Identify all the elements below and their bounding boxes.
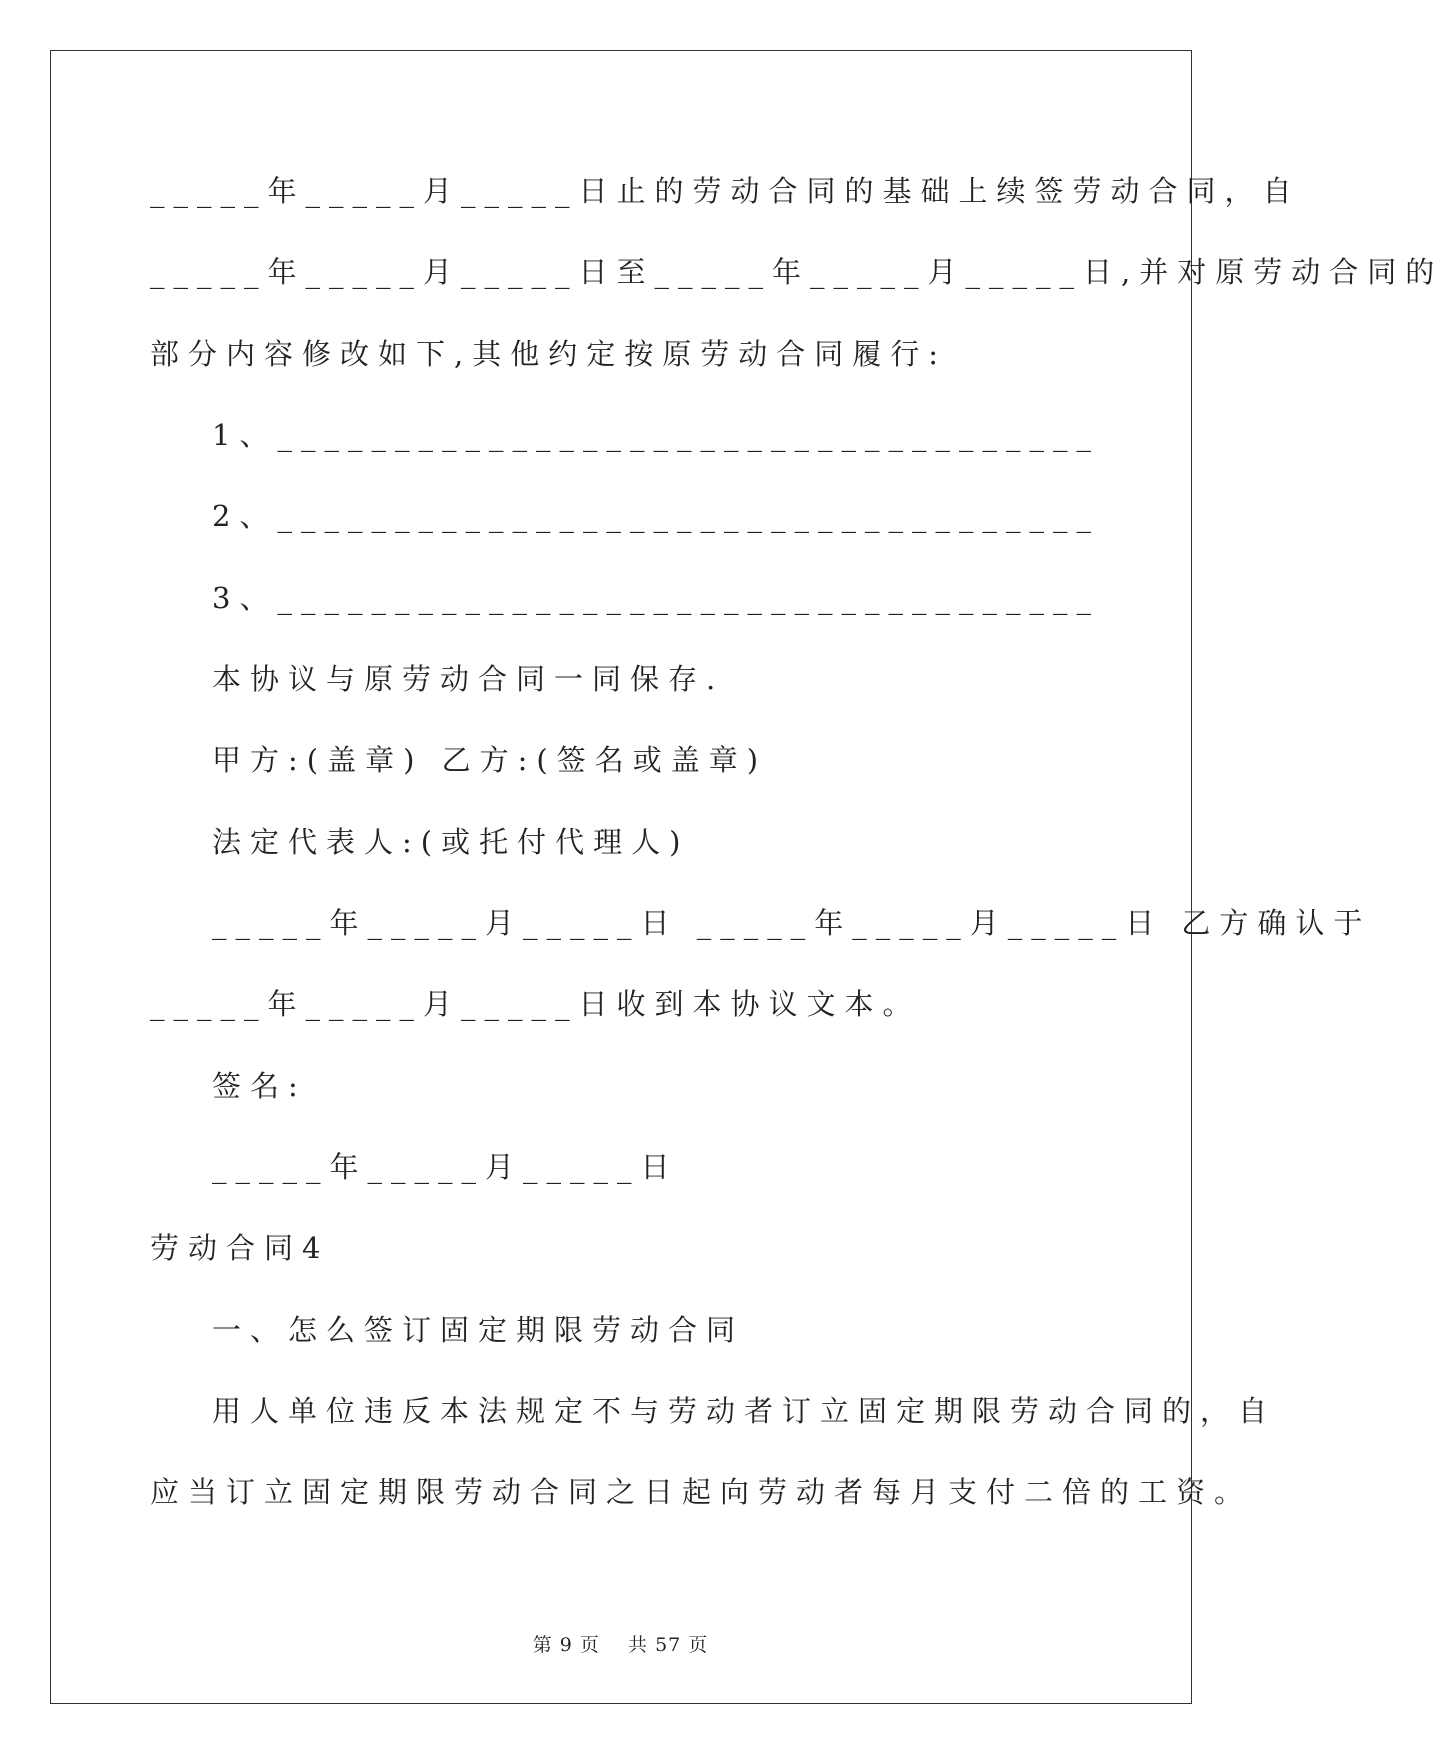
page-number-footer: 第 9 页 共 57 页: [532, 1634, 709, 1656]
preservation-note: 本协议与原劳动合同一同保存.: [212, 662, 725, 696]
paragraph-line-3: 部分内容修改如下,其他约定按原劳动合同履行:: [150, 337, 947, 371]
item-1-line: 1、___________________________________: [212, 418, 1100, 452]
item-3-line: 3、___________________________________: [212, 581, 1100, 615]
body-paragraph-line-2: 应当订立固定期限劳动合同之日起向劳动者每月支付二倍的工资。: [150, 1475, 1253, 1509]
party-signature-line: 甲方:(盖章) 乙方:(签名或盖章): [212, 743, 768, 777]
receipt-date-line: _____年_____月_____日收到本协议文本。: [150, 987, 921, 1021]
section-heading: 劳动合同4: [150, 1231, 330, 1265]
paragraph-line-2: _____年_____月_____日至_____年_____月_____日,并对原劳动合同的: [150, 255, 1443, 289]
date-confirmation-line: _____年_____月_____日 _____年_____月_____日 乙方确认于: [212, 906, 1372, 940]
body-paragraph-line-1: 用人单位违反本法规定不与劳动者订立固定期限劳动合同的，自: [212, 1394, 1277, 1428]
subsection-heading: 一、怎么签订固定期限劳动合同: [212, 1313, 745, 1347]
signature-label: 签名:: [212, 1069, 307, 1103]
item-2-line: 2、___________________________________: [212, 499, 1100, 533]
legal-representative-line: 法定代表人:(或托付代理人): [212, 825, 690, 859]
paragraph-line-1: _____年_____月_____日止的劳动合同的基础上续签劳动合同，自: [150, 174, 1301, 208]
page-border: [50, 50, 1192, 1704]
signature-date-line: _____年_____月_____日: [212, 1150, 679, 1184]
